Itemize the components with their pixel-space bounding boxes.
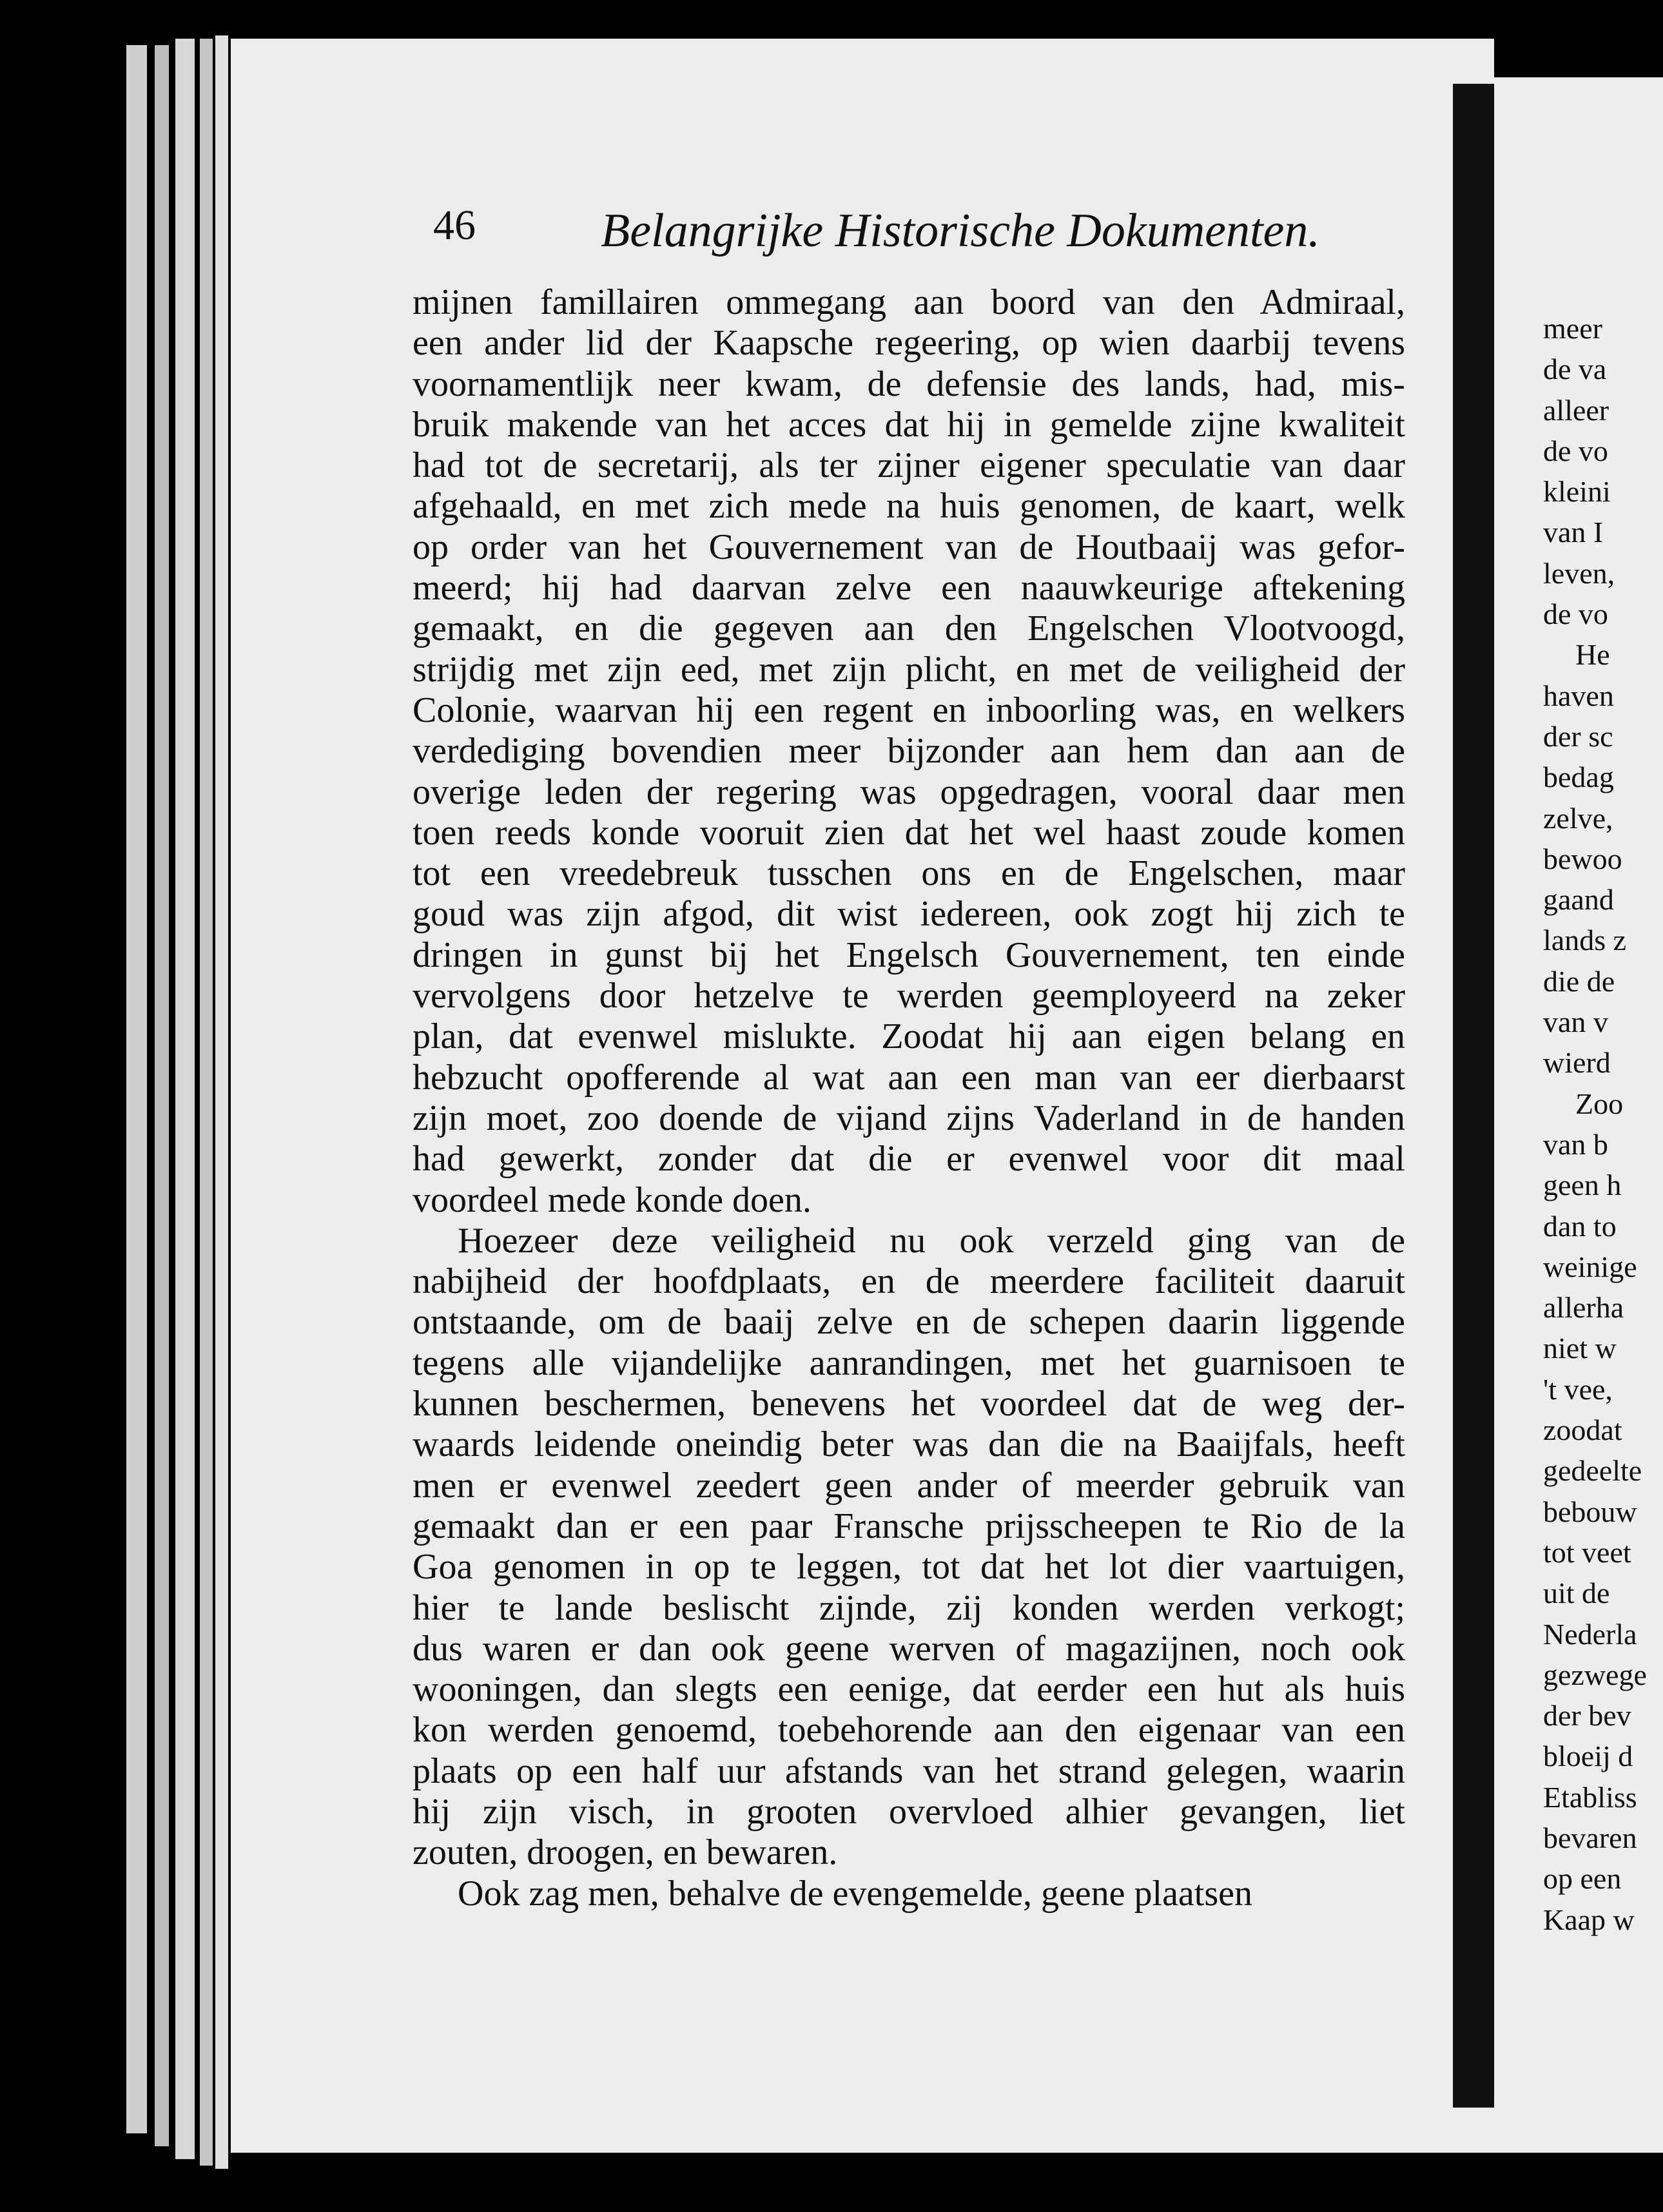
text-line: zouten, droogen, en bewaren. [413,1832,838,1873]
text-line: Colonie, waarvan hij een regent en inboorling was, en welkers [413,690,1405,730]
text-line: strijdig met zijn eed, met zijn plicht, en met de veiligheid der [413,649,1405,690]
running-title: Belangrijke Historische Dokumenten. [601,204,1320,257]
right-page-line: bloeij d [1543,1740,1633,1773]
right-page-line: dan to [1543,1209,1617,1243]
text-line: hebzucht opofferende al wat aan een man van eer dierbaarst [413,1057,1405,1098]
text-line: wooningen, dan slegts een eenige, dat eerder een hut als huis [413,1669,1405,1710]
right-page-line: de vo [1543,434,1608,467]
page-edge-strip [126,45,147,2133]
text-line: tegens alle vijandelijke aanrandingen, met het guarnisoen te [413,1343,1405,1383]
text-line: bruik makende van het acces dat hij in gemelde zijne kwaliteit [413,404,1405,445]
right-page-line: op een [1543,1862,1622,1896]
text-line: toen reeds konde vooruit zien dat het wel haast zoude komen [413,812,1405,853]
right-page-line: van I [1543,516,1604,549]
right-page-line: uit de [1543,1577,1610,1610]
text-line: gemaakt dan er een paar Fransche prijsscheepen te Rio de la [413,1506,1405,1546]
text-line: tot een vreedebreuk tusschen ons en de Engelschen, maar [413,853,1405,894]
body-text [413,282,1405,1914]
text-line: mijnen famillairen ommegang aan boord van den Admiraal, [413,282,1405,322]
right-page-line: Nederla [1543,1617,1637,1651]
right-page-line: Etabliss [1543,1780,1637,1814]
right-page-text [1543,308,1663,1940]
text-line: voornamentlijk neer kwam, de defensie des lands, had, mis- [413,364,1405,404]
text-line: goud was zijn afgod, dit wist iedereen, ook zogt hij zich te [413,894,1405,935]
right-page-line: leven, [1543,556,1615,590]
right-page-line: zelve, [1543,801,1613,835]
right-page-line: bevaren [1543,1821,1637,1854]
right-page-line: 't vee, [1543,1372,1613,1406]
right-page-line: Zoo [1575,1087,1624,1120]
text-line: afgehaald, en met zich mede na huis genomen, de kaart, welk [413,486,1405,527]
text-line: ontstaande, om de baaij zelve en de schepen daarin liggende [413,1302,1405,1343]
right-page-line: bebouw [1543,1495,1637,1528]
right-page-line: gezwege [1543,1658,1647,1691]
right-page-line: de vo [1543,597,1608,631]
text-line: kon werden genoemd, toebehorende aan den eigenaar van een [413,1710,1405,1751]
right-page-line: kleini [1543,475,1611,509]
text-line: had gewerkt, zonder dat die er evenwel voor dit maal [413,1139,1405,1179]
text-line: plaats op een half uur afstands van het strand gelegen, waarin [413,1751,1405,1791]
right-page-line: allerha [1543,1291,1624,1324]
right-page-line: tot veet [1543,1535,1631,1569]
text-line: vervolgens door hetzelve te werden geemployeerd na zeker [413,976,1405,1016]
text-line: hier te lande beslischt zijnde, zij konden werden verkogt; [413,1587,1405,1628]
right-page-line: bedag [1543,761,1614,794]
page-edge-strip [155,45,169,2146]
right-page-line: der sc [1543,719,1613,753]
right-page-line: de va [1543,353,1607,386]
right-page-line: geen h [1543,1169,1622,1202]
page-edge-strip [175,39,195,2159]
right-page-line: Kaap w [1543,1903,1635,1936]
text-line: een ander lid der Kaapsche regeering, op wien daarbij tevens [413,323,1405,364]
right-page-line: lands z [1543,924,1627,957]
page-edge-strip [200,39,213,2166]
text-line: kunnen beschermen, benevens het voordeel dat de weg der- [413,1384,1405,1424]
right-page-line: zoodat [1543,1413,1622,1447]
right-page-line: van v [1543,1005,1608,1039]
right-page-line: niet w [1543,1332,1617,1365]
text-line: Hoezeer deze veiligheid nu ook verzeld ging van de [458,1220,1405,1261]
text-line: gemaakt, en die gegeven aan den Engelschen Vlootvoogd, [413,608,1405,649]
right-page-line: bewoo [1543,842,1622,875]
text-line: waards leidende oneindig beter was dan die na Baaijfals, heeft [413,1424,1405,1465]
right-page-line: meer [1543,312,1602,345]
right-page-line: wierd [1543,1046,1611,1080]
right-page-line: gedeelte [1543,1454,1642,1488]
text-line: plan, dat evenwel mislukte. Zoodat hij aan eigen belang en [413,1016,1405,1057]
page-edge-strip [215,35,228,2169]
page-header [433,201,1320,272]
text-line: voordeel mede konde doen. [413,1179,812,1220]
right-page-line: alleer [1543,393,1610,427]
right-page-line: van b [1543,1127,1608,1161]
text-line: had tot de secretarij, als ter zijner eigener speculatie van daar [413,445,1405,486]
text-line: nabijheid der hoofdplaats, en de meerdere faciliteit daaruit [413,1261,1405,1302]
right-page-line: gaand [1543,883,1614,917]
text-line: verdediging bovendien meer bijzonder aan hem dan aan de [413,731,1405,771]
text-line: overige leden der regering was opgedragen, vooral daar men [413,771,1405,812]
right-page-line: weinige [1543,1250,1637,1283]
page-number: 46 [433,202,476,249]
right-page-line: die de [1543,964,1615,998]
text-line: zijn moet, zoo doende de vijand zijns Vaderland in de handen [413,1098,1405,1138]
text-line: Goa genomen in op te leggen, tot dat het lot dier vaartuigen, [413,1547,1405,1587]
text-line: men er evenwel zeedert geen ander of meerder gebruik van [413,1465,1405,1506]
text-line: dringen in gunst bij het Engelsch Gouvernement, ten einde [413,935,1405,975]
right-page-line: He [1575,638,1610,672]
book-gutter [1453,84,1494,2108]
right-page-line: haven [1543,679,1614,712]
text-line: hij zijn visch, in grooten overvloed alhier gevangen, liet [413,1791,1405,1832]
text-line: dus waren er dan ook geene werven of magazijnen, noch ook [413,1628,1405,1669]
text-line: Ook zag men, behalve de evengemelde, geene plaatsen [458,1873,1252,1914]
text-line: meerd; hij had daarvan zelve een naauwkeurige aftekening [413,568,1405,608]
text-line: op order van het Gouvernement van de Houtbaaij was gefor- [413,527,1405,567]
right-page-line: der bev [1543,1699,1631,1732]
